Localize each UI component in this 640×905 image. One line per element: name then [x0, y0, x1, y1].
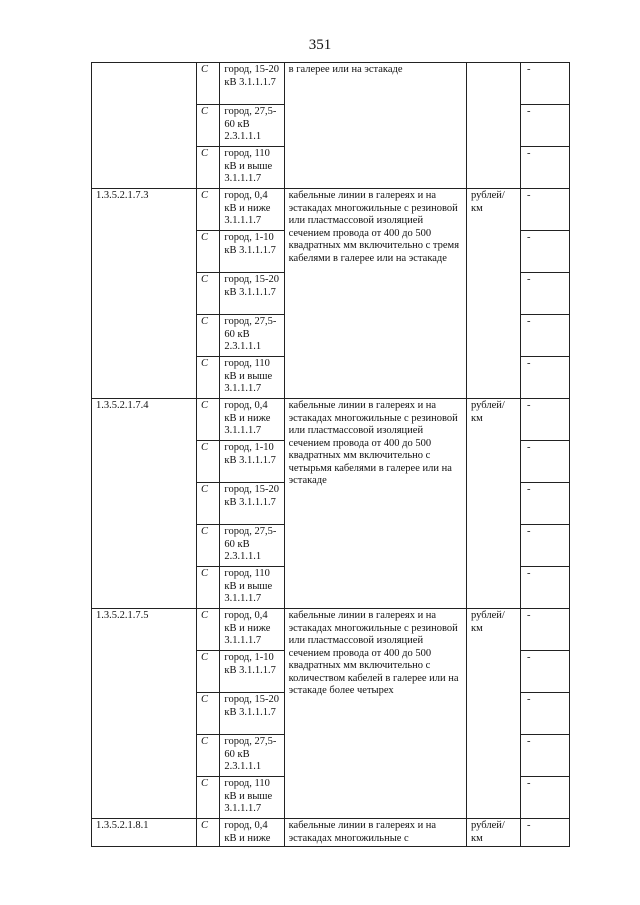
- row-marker: С: [196, 609, 219, 651]
- row-region: город, 27,5-60 кВ 2.3.1.1.1: [220, 525, 284, 567]
- table-row: [92, 63, 570, 105]
- row-value: -: [521, 189, 570, 231]
- row-marker: С: [196, 357, 219, 399]
- row-region: город, 110 кВ и выше 3.1.1.1.7: [220, 357, 284, 399]
- table-row: [92, 399, 570, 441]
- row-value: -: [521, 147, 570, 189]
- row-value: -: [521, 63, 570, 105]
- row-unit: рублей/км: [467, 399, 521, 609]
- row-region: город, 0,4 кВ и ниже 3.1.1.1.7: [220, 609, 284, 651]
- row-marker: С: [196, 273, 219, 315]
- tariff-table: [91, 62, 570, 847]
- row-value: -: [521, 483, 570, 525]
- row-region: город, 110 кВ и выше 3.1.1.1.7: [220, 567, 284, 609]
- row-region: город, 0,4 кВ и ниже 3.1.1.1.7: [220, 189, 284, 231]
- row-region: город, 27,5-60 кВ 2.3.1.1.1: [220, 735, 284, 777]
- row-unit: рублей/км: [467, 609, 521, 819]
- row-value: -: [521, 525, 570, 567]
- row-marker: С: [196, 63, 219, 105]
- row-region: город, 15-20 кВ 3.1.1.1.7: [220, 273, 284, 315]
- row-code: 1.3.5.2.1.7.3: [92, 189, 197, 399]
- row-region: город, 15-20 кВ 3.1.1.1.7: [220, 63, 284, 105]
- row-value: -: [521, 315, 570, 357]
- row-region: город, 1-10 кВ 3.1.1.1.7: [220, 651, 284, 693]
- row-unit: рублей/км: [467, 819, 521, 847]
- row-description: кабельные линии в галереях и на эстакадах многожильные с резиновой или пластмассовой изоляцией сечением провода от 400 до 500 квадратных мм включительно с количеством кабелей в галерее или на эстакаде более четырех: [284, 609, 466, 819]
- row-region: город, 0,4 кВ и ниже: [220, 819, 284, 847]
- row-marker: С: [196, 735, 219, 777]
- row-description: кабельные линии в галереях и на эстакадах многожильные с резиновой или пластмассовой изоляцией сечением провода от 400 до 500 квадратных мм включительно с четырьмя кабелями в галерее или на эстакаде: [284, 399, 466, 609]
- row-region: город, 1-10 кВ 3.1.1.1.7: [220, 441, 284, 483]
- row-unit: [467, 63, 521, 189]
- row-value: -: [521, 777, 570, 819]
- row-description: кабельные линии в галереях и на эстакадах многожильные с: [284, 819, 466, 847]
- row-region: город, 1-10 кВ 3.1.1.1.7: [220, 231, 284, 273]
- table-row: [92, 189, 570, 231]
- table-row: [92, 819, 570, 847]
- row-value: -: [521, 819, 570, 847]
- row-value: -: [521, 399, 570, 441]
- row-marker: С: [196, 567, 219, 609]
- row-marker: С: [196, 441, 219, 483]
- row-marker: С: [196, 483, 219, 525]
- page-number: 351: [308, 37, 332, 53]
- row-description: кабельные линии в галереях и на эстакадах многожильные с резиновой или пластмассовой изоляцией сечением провода от 400 до 500 квадратных мм включительно с тремя кабелями в галерее или на эстакаде: [284, 189, 466, 399]
- row-value: -: [521, 441, 570, 483]
- row-value: -: [521, 357, 570, 399]
- row-region: город, 110 кВ и выше 3.1.1.1.7: [220, 777, 284, 819]
- row-value: -: [521, 273, 570, 315]
- row-marker: С: [196, 147, 219, 189]
- row-value: -: [521, 651, 570, 693]
- row-marker: С: [196, 693, 219, 735]
- row-region: город, 0,4 кВ и ниже 3.1.1.1.7: [220, 399, 284, 441]
- row-marker: С: [196, 231, 219, 273]
- row-region: город, 15-20 кВ 3.1.1.1.7: [220, 693, 284, 735]
- row-code: 1.3.5.2.1.7.5: [92, 609, 197, 819]
- row-region: город, 110 кВ и выше 3.1.1.1.7: [220, 147, 284, 189]
- row-value: -: [521, 231, 570, 273]
- row-marker: С: [196, 399, 219, 441]
- row-value: -: [521, 693, 570, 735]
- row-value: -: [521, 609, 570, 651]
- row-marker: С: [196, 315, 219, 357]
- row-marker: С: [196, 819, 219, 847]
- row-marker: С: [196, 651, 219, 693]
- row-region: город, 15-20 кВ 3.1.1.1.7: [220, 483, 284, 525]
- row-marker: С: [196, 189, 219, 231]
- row-marker: С: [196, 777, 219, 819]
- row-unit: рублей/км: [467, 189, 521, 399]
- row-value: -: [521, 567, 570, 609]
- row-code: 1.3.5.2.1.8.1: [92, 819, 197, 847]
- row-description: в галерее или на эстакаде: [284, 63, 466, 189]
- row-marker: С: [196, 105, 219, 147]
- row-region: город, 27,5-60 кВ 2.3.1.1.1: [220, 315, 284, 357]
- row-code: 1.3.5.2.1.7.4: [92, 399, 197, 609]
- row-value: -: [521, 105, 570, 147]
- row-region: город, 27,5-60 кВ 2.3.1.1.1: [220, 105, 284, 147]
- row-code: [92, 63, 197, 189]
- row-marker: С: [196, 525, 219, 567]
- row-value: -: [521, 735, 570, 777]
- table-row: [92, 609, 570, 651]
